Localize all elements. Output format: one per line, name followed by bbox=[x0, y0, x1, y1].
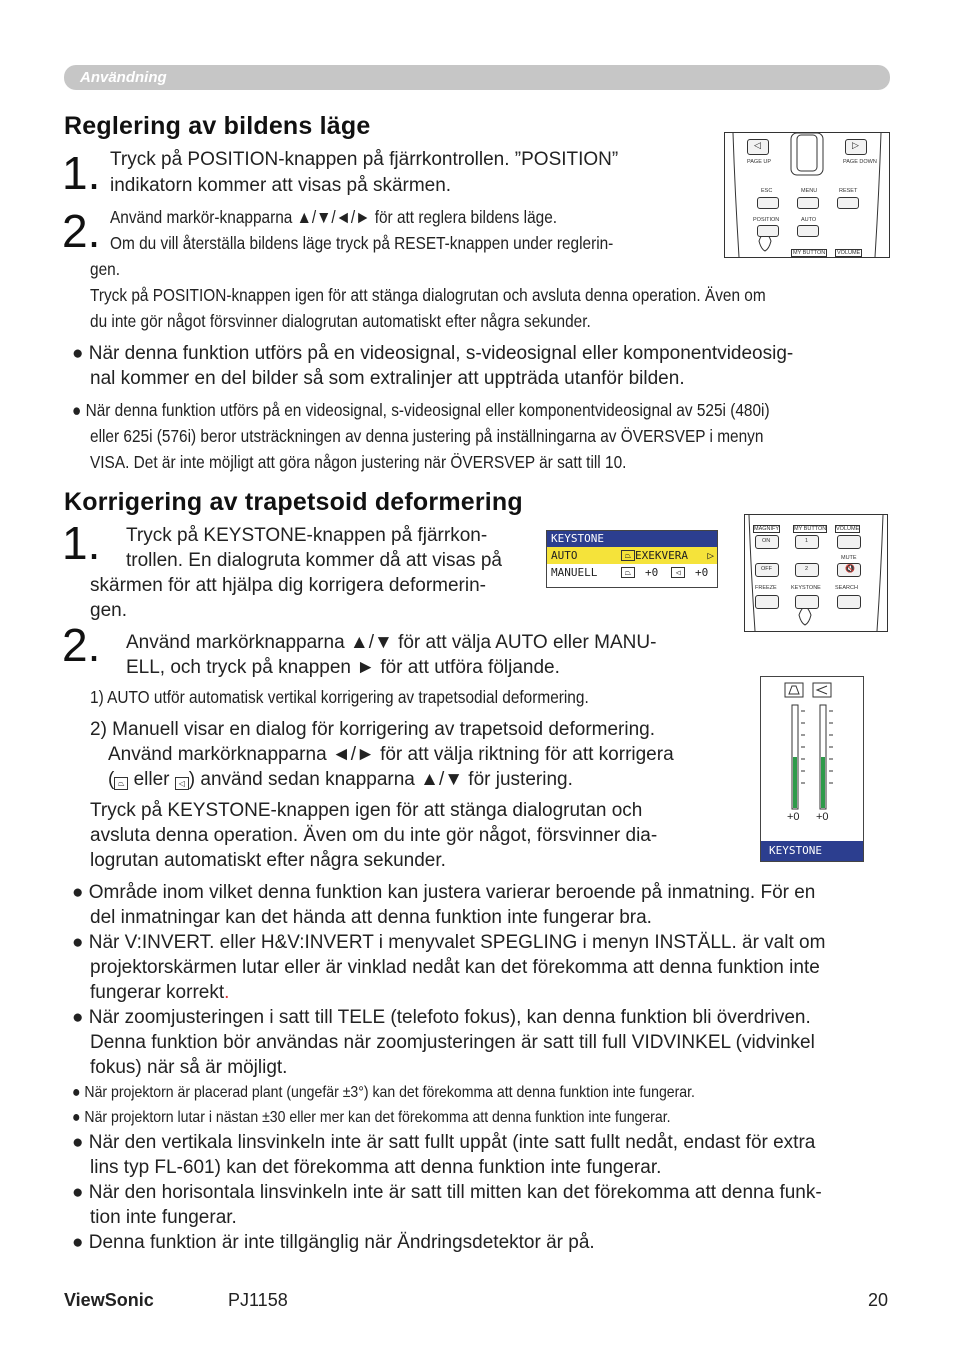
note-line: ● När zoomjusteringen i satt till TELE (telefoto fokus), kan denna funktion bli överdriven. bbox=[72, 1007, 811, 1028]
step2-line3: gen. bbox=[90, 259, 120, 279]
note-line: ● När den horisontala linsvinkeln inte är satt till mitten kan det förekomma att denna funk- bbox=[72, 1182, 822, 1203]
section2-title: Korrigering av trapetsoid deformering bbox=[64, 488, 523, 516]
s2-step2-number: 2. bbox=[62, 619, 101, 671]
s2-step2-b: ELL, och tryck på knappen ► för att utföra följande. bbox=[126, 657, 560, 678]
esc-label: ESC bbox=[761, 188, 773, 194]
note1-line-b: nal kommer en del bilder så som extralinjer att uppträda utanför bilden. bbox=[90, 368, 685, 389]
note-line: Denna funktion bör användas när zoomjusteringen är satt till full VIDVINKEL (vidvinkel bbox=[90, 1032, 815, 1053]
vertical-keystone-icon: ⏢ bbox=[114, 777, 128, 790]
note-line: projektorskärmen lutar eller är vinklad nedåt kan det förekomma att denna funktion inte bbox=[90, 957, 820, 978]
manual-horizontal-value: +0 bbox=[695, 566, 709, 579]
remote-illustration-position bbox=[724, 132, 890, 258]
manual-option-label: MANUELL bbox=[551, 566, 598, 579]
volume-label: VOLUME bbox=[836, 526, 860, 532]
note-line: ● När V:INVERT. eller H&V:INVERT i menyvalet SPEGLING i menyn INSTÄLL. är valt om bbox=[72, 932, 826, 953]
keystone-menu-title: KEYSTONE bbox=[547, 531, 717, 547]
note-line: fungerar korrekt. bbox=[90, 982, 230, 1003]
note2-line-c: VISA. Det är inte möjligt att göra någon justering när ÖVERSVEP är satt till 10. bbox=[90, 452, 627, 472]
volume-label: VOLUME bbox=[837, 250, 861, 256]
note-line: ● När projektorn lutar i nästan ±30 eller mer kan det förekomma att denna funktion inte fungerar. bbox=[72, 1109, 671, 1126]
magnify-off-button[interactable] bbox=[755, 563, 779, 577]
magnify-label: MAGNIFY bbox=[754, 526, 780, 532]
horizontal-keystone-icon: ◁ bbox=[671, 567, 685, 578]
freeze-label: FREEZE bbox=[755, 585, 777, 591]
manual-vertical-value: +0 bbox=[645, 566, 659, 579]
magnify-on-button[interactable] bbox=[755, 535, 779, 549]
note-line: tion inte fungerar. bbox=[90, 1207, 237, 1228]
s2-step1-a: Tryck på KEYSTONE-knappen på fjärrkon- bbox=[126, 525, 488, 546]
note-line: del inmatningar kan det hända att denna funktion inte fungerar bra. bbox=[90, 907, 652, 928]
mute-icon: 🔇 bbox=[845, 564, 855, 573]
menu-button[interactable] bbox=[797, 197, 819, 209]
note1-line-a: ● När denna funktion utförs på en videosignal, s-videosignal eller komponentvideosig- bbox=[72, 343, 794, 364]
my-button-1[interactable] bbox=[795, 535, 819, 549]
step1-text-b: indikatorn kommer att visas på skärmen. bbox=[110, 175, 452, 196]
keystone-button[interactable] bbox=[795, 595, 819, 609]
note-line: ● När projektorn är placerad plant (ungefär ±3°) kan det förekomma att denna funktion inte fungerar. bbox=[72, 1084, 695, 1101]
search-label: SEARCH bbox=[835, 585, 858, 591]
note-line: ● När den vertikala linsvinkeln inte är satt fullt uppåt (inte satt fullt nedåt, endast för extra bbox=[72, 1132, 816, 1153]
keystone-dialog-title: KEYSTONE bbox=[761, 841, 863, 861]
my-button-label: MY BUTTON bbox=[794, 526, 827, 532]
close-text-c: logrutan automatiskt efter några sekunder. bbox=[90, 850, 446, 871]
step1-number: 1. bbox=[62, 147, 101, 199]
note-line: fokus) när så är möjligt. bbox=[90, 1057, 288, 1078]
reset-label: RESET bbox=[839, 188, 858, 194]
my-button-2[interactable] bbox=[795, 563, 819, 577]
step2-number: 2. bbox=[62, 205, 101, 257]
step2-line2: Om du vill återställa bildens läge tryck på RESET-knappen under reglerin- bbox=[110, 233, 614, 253]
esc-button[interactable] bbox=[757, 197, 779, 209]
s2-step1-c: skärmen för att hjälpa dig korrigera deformerin- bbox=[90, 575, 487, 596]
page-up-label: PAGE UP bbox=[747, 159, 772, 165]
on-label: ON bbox=[762, 538, 771, 544]
auto-button[interactable] bbox=[797, 225, 819, 237]
section-label: Användning bbox=[80, 69, 167, 86]
step2-line1: Använd markör-knapparna ▲/▼/◄/► för att reglera bildens läge. bbox=[110, 207, 558, 227]
page-down-button[interactable]: ▷ bbox=[845, 139, 867, 155]
s2-step1-number: 1. bbox=[62, 517, 101, 569]
page-up-button[interactable]: ◁ bbox=[747, 139, 769, 155]
page-number: 20 bbox=[868, 1290, 889, 1310]
horizontal-keystone-icon: ◁ bbox=[175, 777, 189, 790]
step2-line5: du inte gör något försvinner dialogrutan automatiskt efter några sekunder. bbox=[90, 311, 591, 331]
vertical-keystone-icon: ⏢ bbox=[621, 567, 635, 578]
keystone-manual-dialog bbox=[760, 676, 864, 862]
mute-label: MUTE bbox=[841, 555, 857, 561]
search-button[interactable] bbox=[837, 595, 861, 609]
auto-label: AUTO bbox=[801, 217, 817, 223]
keystone-label: KEYSTONE bbox=[791, 585, 821, 591]
close-text-a: Tryck på KEYSTONE-knappen igen för att stänga dialogrutan och bbox=[90, 800, 643, 821]
execute-value: EXEKVERA bbox=[635, 549, 688, 562]
note-line: ● Denna funktion är inte tillgänglig när Ändringsdetektor är på. bbox=[72, 1232, 595, 1253]
s2-step1-d: gen. bbox=[90, 600, 127, 621]
sub-item-2-a: 2) Manuell visar en dialog för korrigering av trapetsoid deformering. bbox=[90, 719, 655, 740]
two-label: 2 bbox=[805, 566, 809, 572]
mute-button[interactable] bbox=[837, 563, 861, 577]
sub-item-2-c: ( ⏢ eller ◁ ) använd sedan knapparna ▲/▼ för justering. bbox=[108, 769, 573, 790]
section-header-bar bbox=[64, 65, 890, 90]
vertical-keystone-icon: ⏢ bbox=[621, 550, 635, 561]
position-label: POSITION bbox=[753, 217, 780, 223]
sub-item-1: 1) AUTO utför automatisk vertikal korrigering av trapetsodial deformering. bbox=[90, 687, 589, 707]
my-button-label: MY BUTTON bbox=[793, 250, 826, 256]
section1-title: Reglering av bildens läge bbox=[64, 112, 371, 140]
off-label: OFF bbox=[761, 566, 772, 572]
position-button[interactable] bbox=[757, 225, 779, 237]
volume-button[interactable] bbox=[837, 535, 861, 549]
reset-button[interactable] bbox=[837, 197, 859, 209]
menu-label: MENU bbox=[801, 188, 818, 194]
keystone-menu bbox=[546, 530, 718, 588]
one-label: 1 bbox=[805, 538, 809, 544]
keystone-menu-auto-row[interactable] bbox=[547, 547, 717, 564]
freeze-button[interactable] bbox=[755, 595, 779, 609]
footer-model: PJ1158 bbox=[228, 1290, 288, 1310]
note2-line-b: eller 625i (576i) beror utsträckningen av denna justering på inställningarna av ÖVERSVEP i menyn bbox=[90, 426, 764, 446]
step2-line4: Tryck på POSITION-knappen igen för att stänga dialogrutan och avsluta denna operation. Även om bbox=[90, 285, 766, 305]
s2-step1-b: trollen. En dialogruta kommer då att visas på bbox=[126, 550, 502, 571]
note-line: lins typ FL-601) kan det förekomma att denna funktion inte fungerar. bbox=[90, 1157, 662, 1178]
footer-brand: ViewSonic bbox=[64, 1290, 154, 1310]
keystone-sliders bbox=[761, 677, 863, 861]
sub-item-2-b: Använd markörknapparna ◄/► för att välja riktning för att korrigera bbox=[108, 744, 674, 765]
play-arrow-icon: ▷ bbox=[707, 549, 714, 562]
keystone-menu-manual-row[interactable] bbox=[547, 564, 717, 581]
note2-line-a: ● När denna funktion utförs på en videosignal, s-videosignal eller komponentvideosignal av 525i (480i) bbox=[72, 400, 770, 420]
step1-text-a: Tryck på POSITION-knappen på fjärrkontrollen. ”POSITION” bbox=[110, 149, 619, 170]
horizontal-value: +0 bbox=[816, 811, 829, 823]
s2-step2-a: Använd markörknapparna ▲/▼ för att välja AUTO eller MANU- bbox=[126, 632, 657, 653]
note-line: ● Område inom vilket denna funktion kan justera varierar beroende på inmatning. För en bbox=[72, 882, 816, 903]
page-down-label: PAGE DOWN bbox=[843, 159, 877, 165]
remote-illustration-keystone bbox=[744, 514, 888, 632]
vertical-value: +0 bbox=[787, 811, 800, 823]
auto-option-label: AUTO bbox=[551, 549, 578, 562]
close-text-b: avsluta denna operation. Även om du inte gör något, försvinner dia- bbox=[90, 825, 658, 846]
